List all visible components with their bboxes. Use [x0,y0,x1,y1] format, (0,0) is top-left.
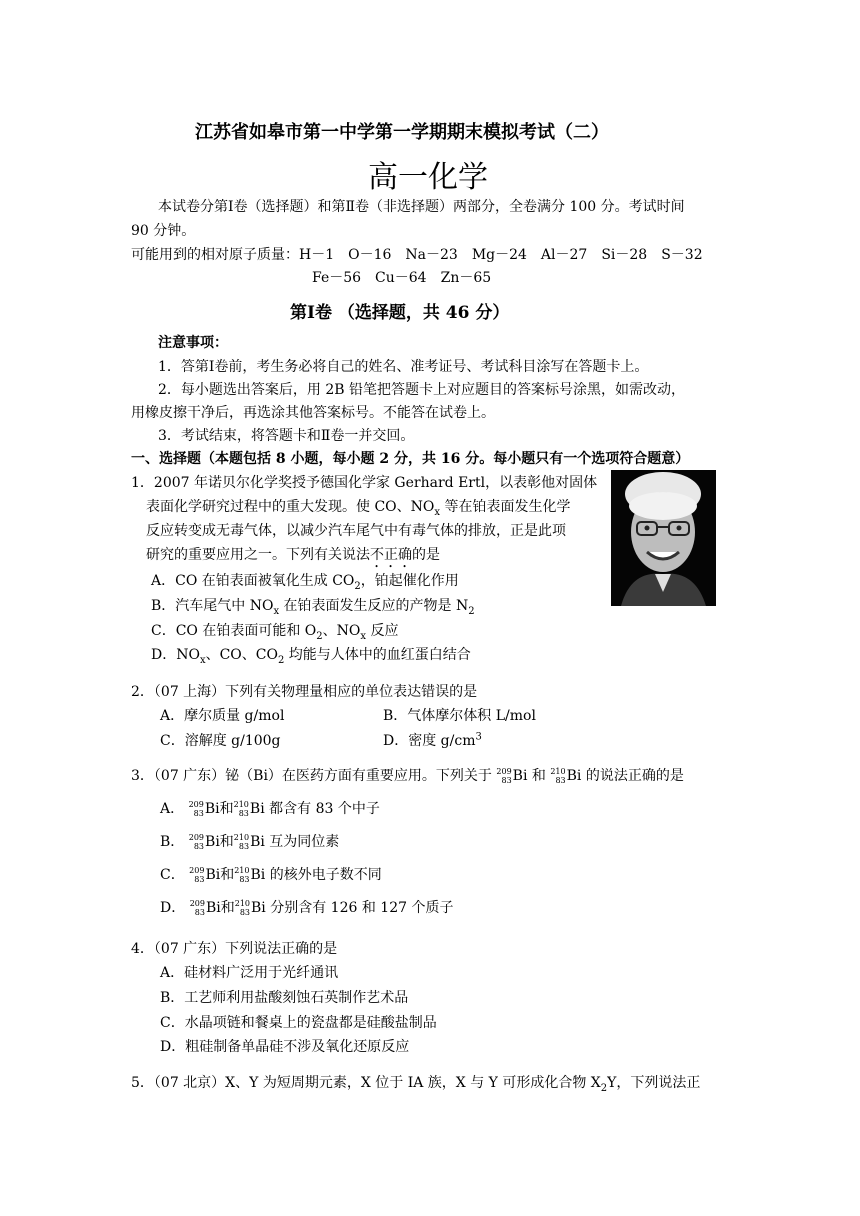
mass-number: 209 [496,767,512,776]
q5-stem-post: Y，下列说法正 [607,1075,701,1091]
note-3: 3．考试结束，将答题卡和Ⅱ卷一并交回。 [158,428,415,444]
q2-d-sup: 3 [475,731,482,743]
atomic-number: 83 [239,908,251,917]
part1-heading: 第Ⅰ卷 （选择题，共 46 分） [290,303,510,323]
q2-d-text: D．密度 g/cm [383,733,476,749]
q1-d-pre: D．NO [151,647,200,663]
q2-option-a: A．摩尔质量 g/mol [160,708,285,724]
q1-line-2-sub: x [434,506,441,518]
mass-number: 209 [189,899,205,908]
atomic-masses-line-1: 可能用到的相对原子质量：H－1 O－16 Na－23 Mg－24 Al－27 Si－28 S－32 [131,247,703,263]
element-symbol: Bi [205,834,220,850]
option-text: 互为同位素 [269,834,340,850]
q3-option-d [160,897,453,917]
atomic-masses-line-2: Fe－56 Cu－64 Zn－65 [312,270,492,286]
mass-number: 209 [188,800,204,809]
q2-option-b: B．气体摩尔体积 L/mol [383,708,536,724]
option-text: 的核外电子数不同 [269,867,382,883]
q3-stem-post: 的说法正确的是 [585,768,684,784]
atomic-number: 83 [194,908,205,917]
section-heading: 一、选择题（本题包括 8 小题，每小题 2 分，共 16 分。每小题只有一个选项符合题意） [131,451,690,467]
and-word: 和 [219,834,234,850]
intro-line-1: 本试卷分第Ⅰ卷（选择题）和第Ⅱ卷（非选择题）两部分，全卷满分 100 分。考试时间 [158,199,685,215]
q2-stem: 2．（07 上海）下列有关物理量相应的单位表达错误的是 [131,684,478,700]
q1-c-sub: 2 [316,630,323,642]
gerhard-ertl-portrait [611,470,716,606]
isotope-bi-209 [189,833,220,851]
mass-number: 209 [189,866,205,875]
note-2a: 2．每小题选出答案后，用 2B 铅笔把答题卡上对应题目的答案标号涂黑，如需改动， [158,382,686,398]
atomic-number: 83 [238,842,250,851]
q3-stem [131,765,684,785]
option-label: D． [160,900,186,916]
element-symbol: Bi [249,801,265,817]
option-text: 分别含有 126 和 127 个质子 [270,900,454,916]
atomic-number: 83 [238,809,249,818]
isotope-bi-210 [234,800,265,818]
option-text: 都含有 83 个中子 [269,801,380,817]
atomic-number: 83 [194,875,205,884]
subject-title: 高一化学 [368,160,488,195]
and-word: 和 [220,867,235,883]
q1-line-4-post: 的是 [412,547,440,563]
mass-number: 210 [550,767,566,776]
q1-c-post: 反应 [366,623,399,639]
q4-option-d: D．粗硅制备单晶硅不涉及氧化还原反应 [160,1039,410,1055]
q1-emphasis-not-correct: 不正确 [370,547,412,563]
note-2b: 用橡皮擦干净后，再选涂其他答案标号。不能答在试卷上。 [131,405,495,421]
q4-option-c: C．水晶项链和餐桌上的瓷盘都是硅酸盐制品 [160,1015,437,1031]
mass-number: 209 [188,833,205,842]
q1-b-mid: 在铂表面发生反应的产物是 N [279,598,469,614]
element-symbol: Bi [250,834,265,850]
isotope-bi-209 [496,767,527,785]
q4-option-a: A．硅材料广泛用于光纤通讯 [160,965,339,981]
q1-option-d [151,644,471,666]
q1-b-sub: x [273,605,280,617]
q3-option-c [160,864,382,884]
q1-line-2-post: 等在铂表面发生化学 [440,499,571,515]
atomic-number: 83 [193,842,205,851]
element-symbol: Bi [512,768,528,784]
element-symbol: Bi [250,867,266,883]
atomic-number: 83 [501,776,512,785]
option-label: B． [160,834,185,850]
q1-a-sub: 2 [354,580,361,592]
isotope-bi-210 [550,767,581,785]
q1-d-post: 均能与人体中的血红蛋白结合 [284,647,471,663]
isotope-bi-209 [189,866,220,884]
mass-number: 210 [234,899,251,908]
q2-option-c: C．溶解度 g/100g [160,733,281,749]
q1-b-sub2: 2 [468,605,475,617]
q1-d-sub: x [199,654,206,666]
document-title: 江苏省如皋市第一中学第一学期期末模拟考试（二） [195,122,609,143]
element-symbol: Bi [566,768,582,784]
notes-title: 注意事项： [158,335,228,351]
element-symbol: Bi [204,801,220,817]
q1-line-4 [146,544,440,571]
atomic-number: 83 [555,776,566,785]
option-label: A． [160,801,185,817]
q1-b-pre: B．汽车尾气中 NO [151,598,274,614]
mass-number: 210 [233,800,249,809]
isotope-bi-210 [234,866,265,884]
mass-number: 210 [233,833,250,842]
q1-option-c [151,620,398,642]
q3-option-a [160,798,380,818]
q3-option-b [160,831,339,851]
isotope-bi-209 [189,800,220,818]
q1-a-pre: A．CO 在铂表面被氧化生成 CO [151,573,355,589]
mass-number: 210 [234,866,250,875]
isotope-bi-210 [234,833,265,851]
and-word: 和 [219,801,234,817]
note-1: 1．答第Ⅰ卷前，考生务必将自己的姓名、准考证号、考试科目涂写在答题卡上。 [158,359,649,375]
q3-stem-pre: 3．（07 广东）铋（Bi）在医药方面有重要应用。下列关于 [131,768,492,784]
element-symbol: Bi [205,867,221,883]
q1-option-a [151,570,459,592]
q1-option-b [151,595,475,617]
intro-line-2: 90 分钟。 [131,223,196,239]
element-symbol: Bi [251,900,266,916]
q5-stem-pre: 5．（07 北京）X、Y 为短周期元素，X 位于 IA 族，X 与 Y 可形成化合物 X [131,1075,601,1091]
isotope-bi-209 [190,899,221,917]
q1-line-1: 1．2007 年诺贝尔化学奖授予德国化学家 Gerhard Ertl，以表彰他对固体 [131,475,598,491]
q5-stem-sub: 2 [600,1082,608,1094]
q1-c-pre: C．CO 在铂表面可能和 O [151,623,317,639]
option-label: C． [160,867,185,883]
q1-c-sub2: x [360,630,367,642]
q2-option-d [383,730,482,750]
q1-line-4-pre: 研究的重要应用之一。下列有关说法 [146,547,370,563]
q4-stem: 4．（07 广东）下列说法正确的是 [131,941,338,957]
q3-stem-and: 和 [531,768,546,784]
atomic-number: 83 [239,875,250,884]
element-symbol: Bi [205,900,221,916]
atomic-number: 83 [193,809,204,818]
q1-line-2 [146,496,570,518]
q1-a-post: ，铂起催化作用 [360,573,459,589]
q1-line-2-pre: 表面化学研究过程中的重大发现。使 CO、NO [146,499,435,515]
q1-c-mid: 、NO [322,623,361,639]
q4-option-b: B．工艺师利用盐酸刻蚀石英制作艺术品 [160,990,409,1006]
q1-d-sub2: 2 [277,654,285,666]
isotope-bi-210 [235,899,266,917]
q1-line-3: 反应转变成无毒气体，以减少汽车尾气中有毒气体的排放，正是此项 [146,523,566,539]
and-word: 和 [220,900,235,916]
q1-d-mid: 、CO、CO [205,647,278,663]
q5-stem [131,1072,700,1094]
